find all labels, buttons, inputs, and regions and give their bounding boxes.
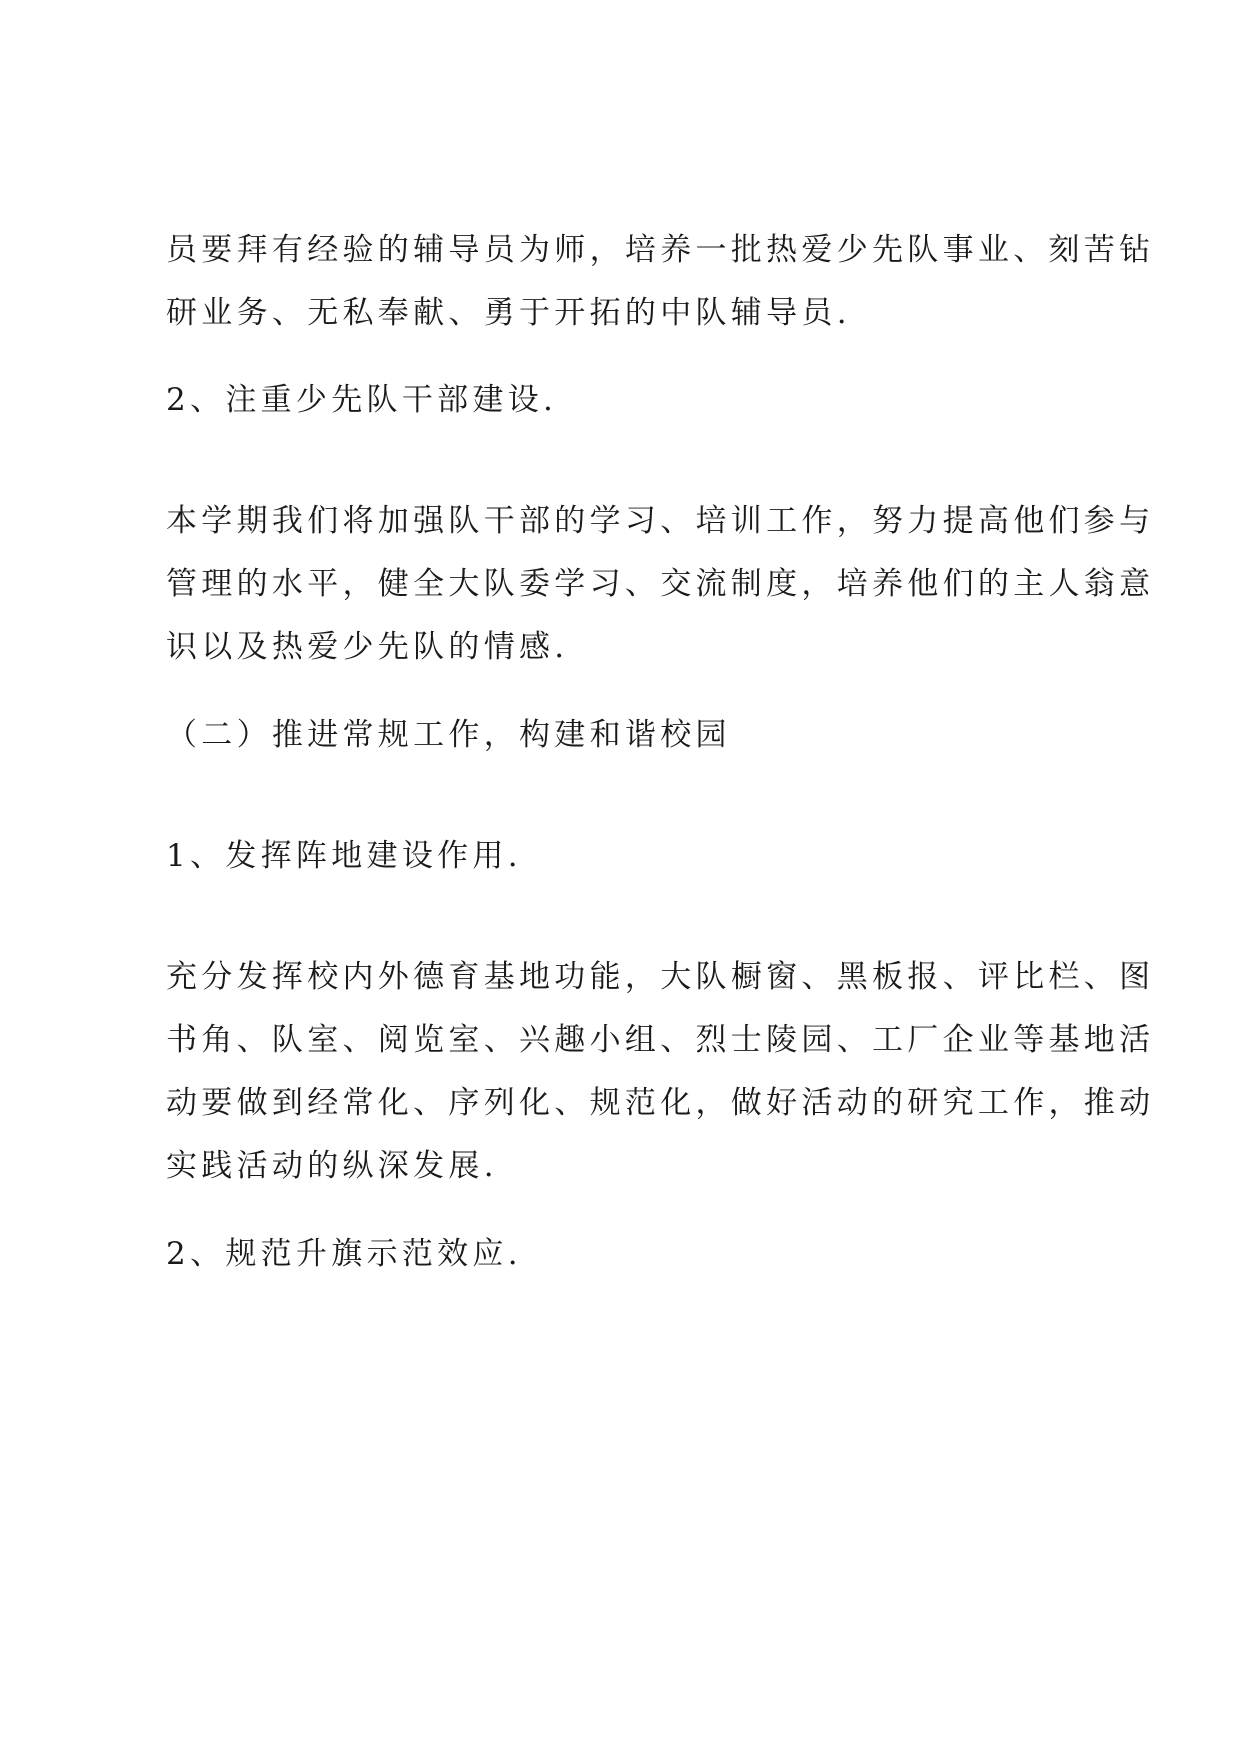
paragraph-line: 动要做到经常化、序列化、规范化，做好活动的研究工作，推动 [166, 1085, 1155, 1121]
heading-line: 2、注重少先队干部建设. [166, 382, 558, 418]
paragraph-line: 研业务、无私奉献、勇于开拓的中队辅导员. [166, 295, 851, 331]
heading-line: 1、发挥阵地建设作用. [166, 838, 522, 874]
heading-position-building [166, 825, 1086, 888]
heading-line: （二）推进常规工作，构建和谐校园 [166, 717, 731, 753]
paragraph-mentor-counselors [166, 219, 1155, 345]
paragraph-cadre-training [166, 490, 1155, 679]
heading-flag-raising [166, 1223, 1086, 1286]
paragraph-line: 员要拜有经验的辅导员为师，培养一批热爱少先队事业、刻苦钻 [166, 232, 1155, 268]
paragraph-line: 充分发挥校内外德育基地功能，大队橱窗、黑板报、评比栏、图 [166, 959, 1155, 995]
paragraph-moral-education-bases [166, 946, 1155, 1198]
heading-line: 2、规范升旗示范效应. [166, 1236, 522, 1272]
paragraph-line: 本学期我们将加强队干部的学习、培训工作，努力提高他们参与 [166, 503, 1155, 539]
paragraph-line: 识以及热爱少先队的情感. [166, 629, 569, 665]
heading-cadre-building [166, 369, 1086, 432]
paragraph-line: 书角、队室、阅览室、兴趣小组、烈士陵园、工厂企业等基地活 [166, 1022, 1155, 1058]
paragraph-line: 管理的水平，健全大队委学习、交流制度，培养他们的主人翁意 [166, 566, 1155, 602]
section-heading-routine-work [166, 704, 1086, 767]
paragraph-line: 实践活动的纵深发展. [166, 1148, 498, 1184]
